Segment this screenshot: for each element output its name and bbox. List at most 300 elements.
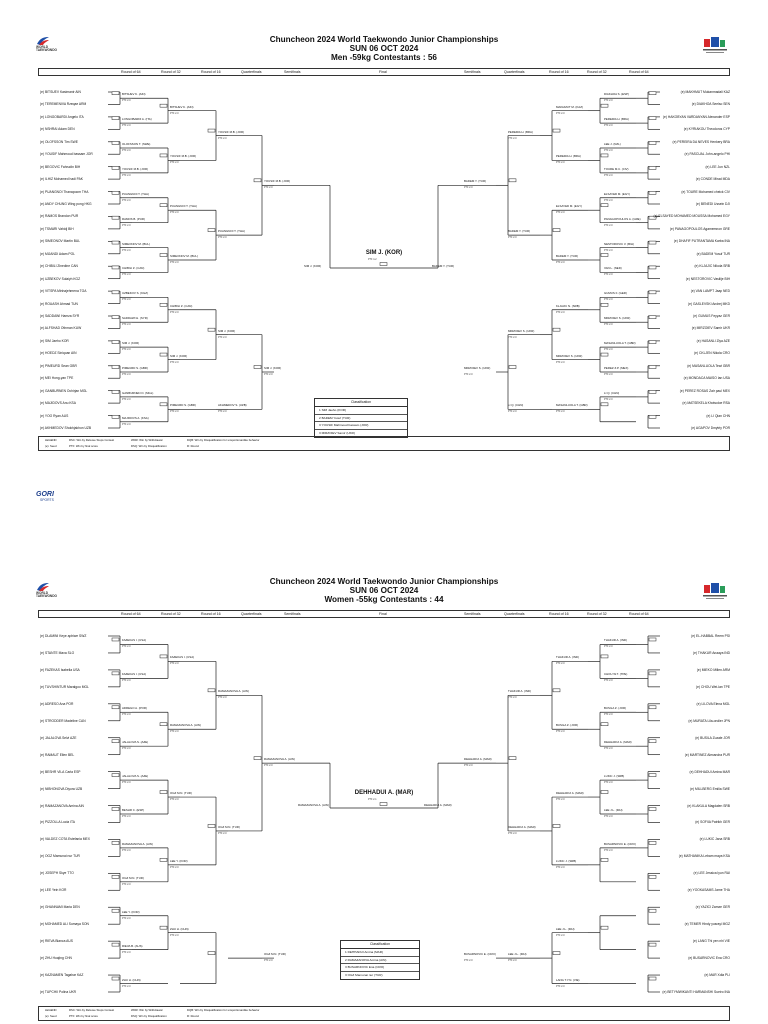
advancing-athlete-name: KLJAJIC N. (SRB)	[556, 303, 580, 308]
entrant-name: (e) PIZZOLLA Lucia ITA	[40, 820, 75, 825]
entrant-name: (e) ROUASH Ahmad TUN	[40, 301, 78, 306]
match-result-code: PTF 2-0	[122, 882, 131, 886]
advancing-athlete-name: VAN L. (NED)	[604, 266, 622, 271]
match-number-box	[601, 926, 608, 929]
match-result-code: PTF 2-0	[508, 831, 517, 835]
match-number-box	[160, 723, 167, 726]
match-number-box	[601, 655, 608, 658]
match-number-box	[649, 841, 656, 844]
round-label: Quarterfinals	[504, 70, 525, 74]
match-result-code: PTF 2-0	[122, 99, 131, 103]
entrant-name: (e) YOUSIF Mahmoud bassam JOR	[40, 152, 93, 157]
entrant-name: (e) LONGOBARDI Angelo ITA	[40, 114, 84, 119]
match-number-box	[112, 706, 119, 709]
entrant-name: (e) MEI Hong-yan TPE	[40, 376, 74, 381]
entrant-name: (e) LEE Yein KOR	[40, 888, 67, 893]
advancing-athlete-name: JALALOVA S. (AZE)	[122, 740, 149, 745]
match-number-box	[601, 791, 608, 794]
match-number-box	[112, 909, 119, 912]
match-result-code: PTF 2-0	[604, 173, 613, 177]
entrant-name: (e) GANBURNEN Ochirjan MGL	[40, 388, 88, 393]
advancing-athlete-name: GANBURNEN O. (MGL)	[122, 390, 154, 395]
entrant-name: (e) DIAKHOA Seelso SEN	[691, 102, 730, 107]
entrant-name: (e) BETYMWIKANTI HARMANSHI Sueiro INA	[662, 990, 730, 994]
advancing-athlete-name: LI Q. (CHN)	[508, 403, 524, 408]
entrant-name: (e) PEREIRA DA NEVES Henkery BRA	[672, 139, 730, 144]
advancing-athlete-name: FAZEKAS I. (USA)	[170, 655, 195, 660]
advancing-athlete-name: RIEVA B. (AUS)	[122, 943, 143, 948]
entrant-name: (e) DLAMINI Keye aphiwe SWZ	[40, 634, 87, 638]
entrant-name: (e) MAR Xdia PLI	[704, 973, 730, 978]
advancing-athlete-name: MIRZOIEV S. (UKR)	[556, 353, 583, 358]
advancing-athlete-name: PEREIRA H. (BRA)	[556, 154, 581, 159]
match-number-box	[254, 179, 261, 182]
match-number-box	[553, 229, 560, 232]
advancing-athlete-name: FAZEKAS I. (USA)	[122, 672, 147, 677]
advancing-athlete-name: OGZ M.N. (TUR)	[264, 952, 286, 957]
entrant-name: (e) PIMEURD Sean GBR	[40, 363, 77, 368]
round-label: Final	[379, 612, 387, 616]
match-result-code: PTF 2-0	[604, 397, 613, 401]
legend-item: WDR: Win by Withdrawal	[131, 1008, 163, 1012]
round-label: Semifinals	[464, 612, 481, 616]
match-result-code: PTF 2-0	[122, 916, 131, 920]
entrant-name: (e) YOO Ryan AUS	[40, 413, 69, 418]
match-number-box	[112, 92, 119, 95]
match-number-box	[509, 366, 516, 369]
round-label: Semifinals	[464, 70, 481, 74]
match-number-box	[160, 104, 167, 107]
bracket-sheet-women-55kg	[0, 512, 768, 1024]
advancing-athlete-name: PANAGOPOULOS A. (GRE)	[604, 216, 641, 221]
entrant-name: (e) GUMUS Feyyaz GER	[693, 314, 730, 318]
entrant-name: (e) ALFSHAD Othman KUW	[40, 326, 82, 331]
match-result-code: PTF 2-0	[556, 161, 565, 165]
legend-item: DSQ: Win by Disqualification	[131, 444, 167, 448]
match-number-box	[208, 229, 215, 232]
advancing-athlete-name: PUANGNOI T. (THA)	[122, 191, 149, 196]
advancing-athlete-name: NESTOROVIC V. (BIH)	[604, 241, 634, 246]
entrant-name: (e) HASANLI Ziya AZE	[696, 338, 730, 343]
advancing-athlete-name: BESHR C. (ESP)	[122, 808, 145, 812]
match-number-box	[112, 266, 119, 269]
entrant-name: (e) SOFIIA Patrikh GER	[695, 820, 730, 825]
match-number-box	[160, 154, 167, 157]
entrant-name: (e) LILOVA Elena MGL	[696, 701, 730, 706]
advancing-athlete-name: LEE J.L. (RAI)	[604, 808, 623, 812]
entrant-name: (e) CKLJEN Nikola CRO	[694, 351, 730, 356]
advancing-athlete-name: LEE J. (NZL)	[604, 142, 621, 146]
match-result-code: PTF 2-0	[218, 831, 227, 835]
match-number-box	[112, 774, 119, 777]
legend-label: LEGEND	[45, 438, 57, 442]
advancing-athlete-name: OLOFSSON T. (SWE)	[122, 142, 151, 146]
entrant-name: (e) MATSEKELA Khotsoloe RSA	[682, 401, 730, 406]
advancing-athlete-name: YOUSIF M.B. (JOR)	[218, 129, 245, 134]
match-result-code: PTF 2-0	[604, 848, 613, 852]
match-number-box	[112, 808, 119, 811]
entrant-name: (e) BENEDI Ussein DJI	[695, 202, 730, 206]
entrant-name: (e) MAKHMUT Mukanmadali KAZ	[680, 90, 730, 94]
match-number-box	[208, 129, 215, 132]
match-number-box	[553, 328, 560, 331]
entrant-name: (e) LI Qian CHN	[706, 413, 730, 418]
match-number-box	[112, 117, 119, 120]
event-date: SUN 06 OCT 2024	[349, 44, 419, 53]
match-number-box	[112, 341, 119, 344]
match-result-code: PTF 2-0	[604, 99, 613, 103]
advancing-athlete-name: LEE Y. (KOR)	[122, 909, 140, 914]
match-result-code: PTF 2-0	[604, 198, 613, 202]
classification-row: 3 BUSARNOVIC Ena (CRO)	[341, 964, 419, 972]
match-number-box	[160, 926, 167, 929]
match-result-code: PTF 2-0	[170, 730, 179, 734]
match-result-code: PTF 2-0	[170, 211, 179, 215]
match-number-box	[112, 740, 119, 743]
advancing-athlete-name: BUSILA Z. (JOR)	[604, 706, 627, 711]
match-number-box	[112, 241, 119, 244]
match-number-box	[112, 316, 119, 319]
round-label: Round of 64	[121, 70, 141, 74]
advancing-athlete-name: MAJIDOVS A. (KSA)	[122, 415, 149, 420]
round-label: Semifinals	[284, 70, 301, 74]
entrant-name: (e) OGZ Mamunai nur TUR	[40, 854, 80, 859]
entrant-name: (e) GASLEVSKI Andrej MKD	[688, 301, 730, 306]
match-number-box	[112, 191, 119, 194]
match-result-code: PTF 2-0	[218, 136, 227, 140]
match-result-code: PTF 2-0	[604, 679, 613, 683]
match-number-box	[601, 858, 608, 861]
advancing-athlete-name: LEE J.L. (RAI)	[508, 952, 527, 957]
match-number-box	[112, 672, 119, 675]
classification-row: 3 MIRZOIEV Samir (UKR)	[319, 430, 355, 435]
match-result-code: PTF 2-0	[604, 348, 613, 352]
match-number-box	[649, 706, 656, 709]
entrant-name: (e) PASCUAL John-angelo PHI	[684, 152, 730, 157]
match-result-code: PTF 2-0	[556, 798, 565, 802]
svg-text:SPORTS: SPORTS	[40, 498, 54, 502]
match-result-code: PTF 2-0	[122, 747, 131, 751]
advancing-athlete-name: LONGOBARDI A. (ITA)	[122, 117, 152, 122]
entrant-name: (e) KAZNAMEN Tagahar KAZ	[40, 973, 84, 978]
match-number-box	[160, 204, 167, 207]
match-result-code: PTF 2-0	[556, 730, 565, 734]
advancing-athlete-name: PEREIRA H. (BRA)	[508, 129, 533, 134]
match-number-box	[509, 757, 516, 760]
advancing-athlete-name: MIRZOIEV S. (UKR)	[464, 366, 491, 370]
classification-box	[314, 398, 408, 438]
match-number-box	[208, 328, 215, 331]
legend-item: PTF: Win by final score	[69, 444, 98, 448]
round-label: Round of 32	[161, 612, 181, 616]
match-result-code: PTF 2-0	[122, 323, 131, 327]
match-result-code: PTF 2-0	[604, 373, 613, 376]
advancing-athlete-name: LUKIC J. (SRB)	[556, 858, 577, 863]
entrant-name: (e) SADDAWI Hamza SYR	[40, 314, 80, 318]
entrant-name: (e) NSHRAI Adam DEN	[40, 127, 75, 132]
entrant-name: (e) TEMER Hindy yusrayi MGZ	[684, 922, 730, 927]
event-title: Chuncheon 2024 World Taekwondo Junior Championships	[269, 35, 499, 44]
round-label: Round of 64	[629, 612, 649, 616]
entrant-name: (e) ELSAYED MOHAMED MOUSSA Mohamed EGY	[653, 214, 730, 219]
advancing-athlete-name: RAMAZANOVA A. (AIN)	[218, 689, 249, 694]
advancing-athlete-name: YOUSIF M.B. (JOR)	[122, 166, 149, 171]
advancing-athlete-name: MIRZOIEV S. (UKR)	[604, 316, 631, 321]
match-result-code: PTF 2-0	[122, 645, 131, 649]
advancing-athlete-name: BADEM Y. (TUR)	[556, 254, 579, 258]
advancing-athlete-name: BUSILA Z. (JOR)	[556, 723, 579, 728]
entrant-name: (e) AGAPOV Dmytriy POR	[691, 426, 730, 430]
advancing-athlete-name: THAKUR A. (IND)	[604, 638, 627, 643]
match-result-code: PTF 2-0	[604, 645, 613, 649]
entrant-name: (e) GHANNAMI Maria DEN	[40, 905, 80, 910]
legend-box	[38, 1006, 730, 1021]
round-label: Round of 64	[629, 70, 649, 74]
advancing-athlete-name: YOUSIF M.B. (JOR)	[264, 179, 291, 184]
entrant-name: (e) RIEVA Bianca AUS	[40, 939, 73, 944]
match-number-box	[112, 366, 119, 369]
gori-sports-icon	[36, 488, 66, 502]
match-number-box	[112, 977, 119, 980]
match-result-code: PTF 2-0	[122, 713, 131, 717]
round-label: Round of 16	[201, 70, 221, 74]
match-number-box	[112, 166, 119, 169]
match-result-code: PTF 2-0	[122, 679, 131, 683]
final-left-name: RAMAZANOVA A. (AIN)	[298, 803, 329, 807]
round-label: Quarterfinals	[241, 612, 262, 616]
match-number-box	[112, 875, 119, 878]
match-number-box	[553, 824, 560, 827]
match-result-code: PTF 2-0	[464, 959, 473, 963]
advancing-athlete-name: BITSUEV K. (AIN)	[170, 104, 194, 109]
entrant-name: (e) DEHHADUI Amina MAR	[689, 769, 730, 774]
round-label: Round of 32	[161, 70, 181, 74]
event-date: SUN 06 OCT 2024	[349, 586, 419, 595]
entrant-name: (e) MAJIDOVS Anu KSA	[40, 401, 76, 406]
advancing-athlete-name: LANG T.Y.N. (VIE)	[556, 977, 580, 982]
round-label: Round of 16	[201, 612, 221, 616]
entrant-name: (e) LEE Jun NZL	[705, 164, 730, 169]
advancing-athlete-name: OGZ M.N. (TUR)	[122, 875, 144, 880]
match-result-code: PTF 2-0	[170, 161, 179, 165]
advancing-athlete-name: ZHU H. (CHN)	[122, 977, 141, 982]
entrant-name: (e) NESTOROVIC Vasilije BIH	[685, 276, 730, 281]
entrant-name: (e) THAKUR Anaaya IND	[693, 650, 730, 655]
entrant-name: (e) MILLBERG Emilia SWE	[690, 786, 730, 791]
classification-row: 3 OGZ Mamunai nur (TUR)	[345, 972, 383, 977]
match-result-code: PTF 2-0	[122, 984, 131, 988]
match-result-code: PTF 2-0	[464, 373, 473, 376]
round-label: Semifinals	[284, 612, 301, 616]
advancing-athlete-name: ELSAYED M. (EGY)	[604, 191, 630, 196]
advancing-athlete-name: RAMAZANOVA A. (AIN)	[122, 841, 153, 846]
advancing-athlete-name: OGZ M.N. (TUR)	[218, 824, 240, 829]
entrant-name: (e) JALALOVA Selvi AZE	[40, 735, 77, 740]
match-number-box	[649, 808, 656, 811]
match-number-box	[649, 740, 656, 743]
match-result-code: PTF 2-0	[218, 696, 227, 700]
entrant-name: (e) JOSEPH Skye TTO	[40, 871, 74, 876]
match-result-code: PTF 2-0	[122, 298, 131, 302]
round-label: Round of 32	[587, 70, 607, 74]
match-number-box	[160, 353, 167, 356]
advancing-athlete-name: AKHMEDOV S. (UZB)	[218, 403, 247, 408]
match-result-code: PTF 2-0	[218, 410, 227, 414]
entrant-name: (e) MURATA Lila-ondier JPN	[688, 718, 730, 723]
match-result-code: PTF 2-0	[122, 273, 131, 277]
entrant-name: (e) TUVSHINTUR Maralgoo MGL	[40, 684, 89, 689]
advancing-athlete-name: RAMAZANOVA A. (AIN)	[264, 757, 295, 762]
match-result-code: PTF 2-0	[170, 261, 179, 264]
advancing-athlete-name: UZBEKOV S. (KGZ)	[122, 291, 149, 296]
advancing-athlete-name: LUKIC J. (SRB)	[604, 774, 625, 779]
advancing-athlete-name: SIM J. (KOR)	[264, 366, 282, 370]
match-result-code: PTF 2-0	[122, 815, 131, 818]
advancing-athlete-name: SIM J. (KOR)	[170, 353, 188, 358]
entrant-name: (e) TSMARI Vahidj BIH	[40, 226, 74, 231]
entrant-name: (e) HOEDZ Siniqoan AIN	[40, 351, 77, 356]
champion-name: SIM J. (KOR)	[365, 250, 403, 256]
match-number-box	[649, 909, 656, 912]
legend-box	[38, 436, 730, 451]
match-number-box	[160, 655, 167, 658]
entrant-name: (e) MARTINEZ Alexandra PUR	[684, 752, 730, 757]
entrant-name: (e) ILHIZ Mohamed hadi PAK	[40, 177, 83, 182]
advancing-athlete-name: BITSUEV K. (AIN)	[122, 92, 146, 97]
legend-item: RSC: Win by Referee Stops Contest	[69, 1008, 115, 1012]
match-result-code: PTF 2-0	[604, 149, 613, 152]
entrant-name: (e) SIMEONOV Martin BUL	[40, 239, 81, 244]
match-result-code: PTF 2-0	[122, 173, 131, 177]
legend-item: (e): Seed	[45, 1014, 57, 1018]
match-result-code: PTF 2-0	[556, 111, 565, 115]
legend-item: DSQ: Win by Disqualification	[131, 1014, 167, 1018]
advancing-athlete-name: SIMEONOV M. (BUL)	[122, 241, 150, 246]
match-number-box	[208, 952, 215, 955]
entrant-name: (e) ZHU Huajing CHN	[40, 956, 72, 961]
entrant-name: (e) PANAGOPOULOS Agamemnon GRE	[669, 226, 730, 231]
match-result-code: PTF 2-0	[122, 248, 131, 252]
advancing-athlete-name: DEHHADUI A. (MAR)	[464, 757, 492, 762]
legend-item: PTF: Win by final score	[69, 1014, 98, 1018]
round-label: Quarterfinals	[504, 612, 525, 616]
match-number-box	[553, 129, 560, 132]
advancing-athlete-name: DIAKHOA S. (ESP)	[604, 92, 629, 97]
entrant-name: (e) NIBHONOVA Diyora UZB	[40, 786, 83, 791]
advancing-athlete-name: SIM J. (KOR)	[218, 328, 236, 333]
match-result-code: PTF 2-0	[604, 713, 613, 717]
match-number-box	[649, 943, 656, 946]
match-number-box	[112, 415, 119, 418]
advancing-athlete-name: SADDAWI H. (SYR)	[122, 316, 148, 321]
round-label: Final	[379, 70, 387, 74]
advancing-athlete-name: LI Q. (CHN)	[604, 390, 620, 395]
entrant-name: (e) BADEM Yusuf TUR	[696, 251, 730, 256]
match-result-code: PTF 2-0	[122, 848, 131, 852]
entrant-name: (e) TOURE Mohamed cheick CIV	[681, 189, 730, 194]
advancing-athlete-name: PEREZ Z.P. (MEX)	[604, 366, 629, 370]
entrant-name: (e) LEE Jessica lyun RAI	[693, 871, 730, 876]
match-result-code: PTF 2-0	[218, 335, 227, 339]
match-result-code: PTF 2-0	[122, 149, 131, 152]
entrant-name: (e) CONDE Mirad MDA	[695, 177, 730, 182]
match-result-code: PTF 2-0	[508, 236, 517, 240]
round-label: Round of 16	[549, 70, 569, 74]
advancing-athlete-name: PUANGNOI T. (THA)	[218, 229, 245, 234]
classification-row: 3 YOUSIF Mahmoud bassam (JOR)	[315, 422, 407, 430]
match-number-box	[112, 638, 119, 641]
classification-row: 2 BADEM Yusuf (TUR)	[315, 415, 407, 423]
match-result-code: PTF 2-0	[170, 865, 179, 869]
match-number-box	[553, 689, 560, 692]
advancing-athlete-name: DEHHADUI A. (MAR)	[604, 740, 632, 745]
match-result-code: PTF 2-0	[508, 959, 517, 963]
entrant-name: (e) CHOU Wei-lan TPE	[696, 684, 730, 689]
match-number-box	[160, 303, 167, 306]
advancing-athlete-name: OGZ M.N. (TUR)	[170, 791, 192, 796]
advancing-athlete-name: TOURE M.C. (CIV)	[604, 166, 629, 171]
entrant-name: (e) RAMOS Brandon PUR	[40, 214, 79, 219]
final-left-name: SIM J. (KOR)	[304, 264, 322, 268]
entrant-name: (e) BUSARNOVIC Ena CRO	[688, 956, 730, 961]
match-number-box	[160, 858, 167, 861]
advancing-athlete-name: SIMEONOV M. (BUL)	[170, 254, 198, 258]
match-number-box	[649, 774, 656, 777]
classification-row: 1 SIM Jaeho (KOR)	[315, 407, 407, 415]
advancing-athlete-name: MIRZOIEV S. (UKR)	[508, 328, 535, 333]
match-number-box	[649, 875, 656, 878]
advancing-athlete-name: BADEM Y. (TUR)	[464, 179, 487, 184]
entrant-name: (e) KLJAJIC Nikola SRB	[694, 264, 730, 269]
advancing-athlete-name: BUSARNOVIC E. (CRO)	[604, 841, 636, 846]
gori-sports-logo	[36, 488, 66, 502]
match-number-box	[112, 142, 119, 145]
match-result-code: PTF 2-0	[122, 397, 131, 401]
champion-name: DEHHADUI A. (MAR)	[354, 790, 414, 796]
match-number-box	[254, 366, 261, 369]
entrant-name: (e) OLOFSSON Tim SWE	[40, 139, 78, 144]
advancing-athlete-name: MAKHMUT M. (KAZ)	[556, 104, 583, 109]
match-result-code: PTF 2-0	[170, 410, 179, 414]
entrant-name: (e) MIRZOIEV Samir UKR	[691, 326, 730, 331]
entrant-name: (e) RAMAZANOVA Amina AIN	[40, 803, 84, 808]
logo-text: WORLD TAEKWONDO	[36, 591, 58, 599]
advancing-athlete-name: JALALOVA S. (AZE)	[122, 774, 149, 779]
advancing-athlete-name: PEREIRA H. (BRA)	[604, 117, 629, 122]
match-result-code: PTF 2-0	[604, 273, 613, 277]
match-result-code: PTF 2-0	[122, 422, 131, 426]
advancing-athlete-name: CHIBILI Z. (CAN)	[122, 266, 145, 271]
match-result-code: PTF 2-0	[218, 236, 227, 240]
advancing-athlete-name: CHIBILI Z. (CAN)	[170, 303, 193, 308]
match-result-code: PTF 2-0	[604, 815, 613, 818]
final-match-box	[380, 803, 387, 806]
legend-label: LEGEND	[45, 1008, 57, 1012]
entrant-name: (e) MATHANIKA Lebam maya KSA	[678, 854, 730, 859]
svg-text:GORI: GORI	[36, 491, 54, 498]
advancing-athlete-name: GUMUS F. (GER)	[604, 291, 627, 296]
legend-item: DQB: Win by Disqualification for unsportsmanlike behavior	[187, 438, 260, 442]
advancing-athlete-name: CHOU W.T. (TPE)	[604, 672, 628, 677]
match-result-code: PTF 2-0	[122, 373, 131, 376]
advancing-athlete-name: DEHHADUI A. (MAR)	[556, 791, 584, 796]
entrant-name: (e) PUANGNOI Thanapoom THA	[40, 189, 89, 194]
final-score: PTF 2-1	[368, 798, 377, 801]
legend-item: (e): Seed	[45, 444, 57, 448]
match-result-code: PTF 2-0	[604, 248, 613, 252]
match-result-code: PTF 2-0	[508, 136, 517, 140]
legend-item: WDR: Win by Withdrawal	[131, 438, 163, 442]
